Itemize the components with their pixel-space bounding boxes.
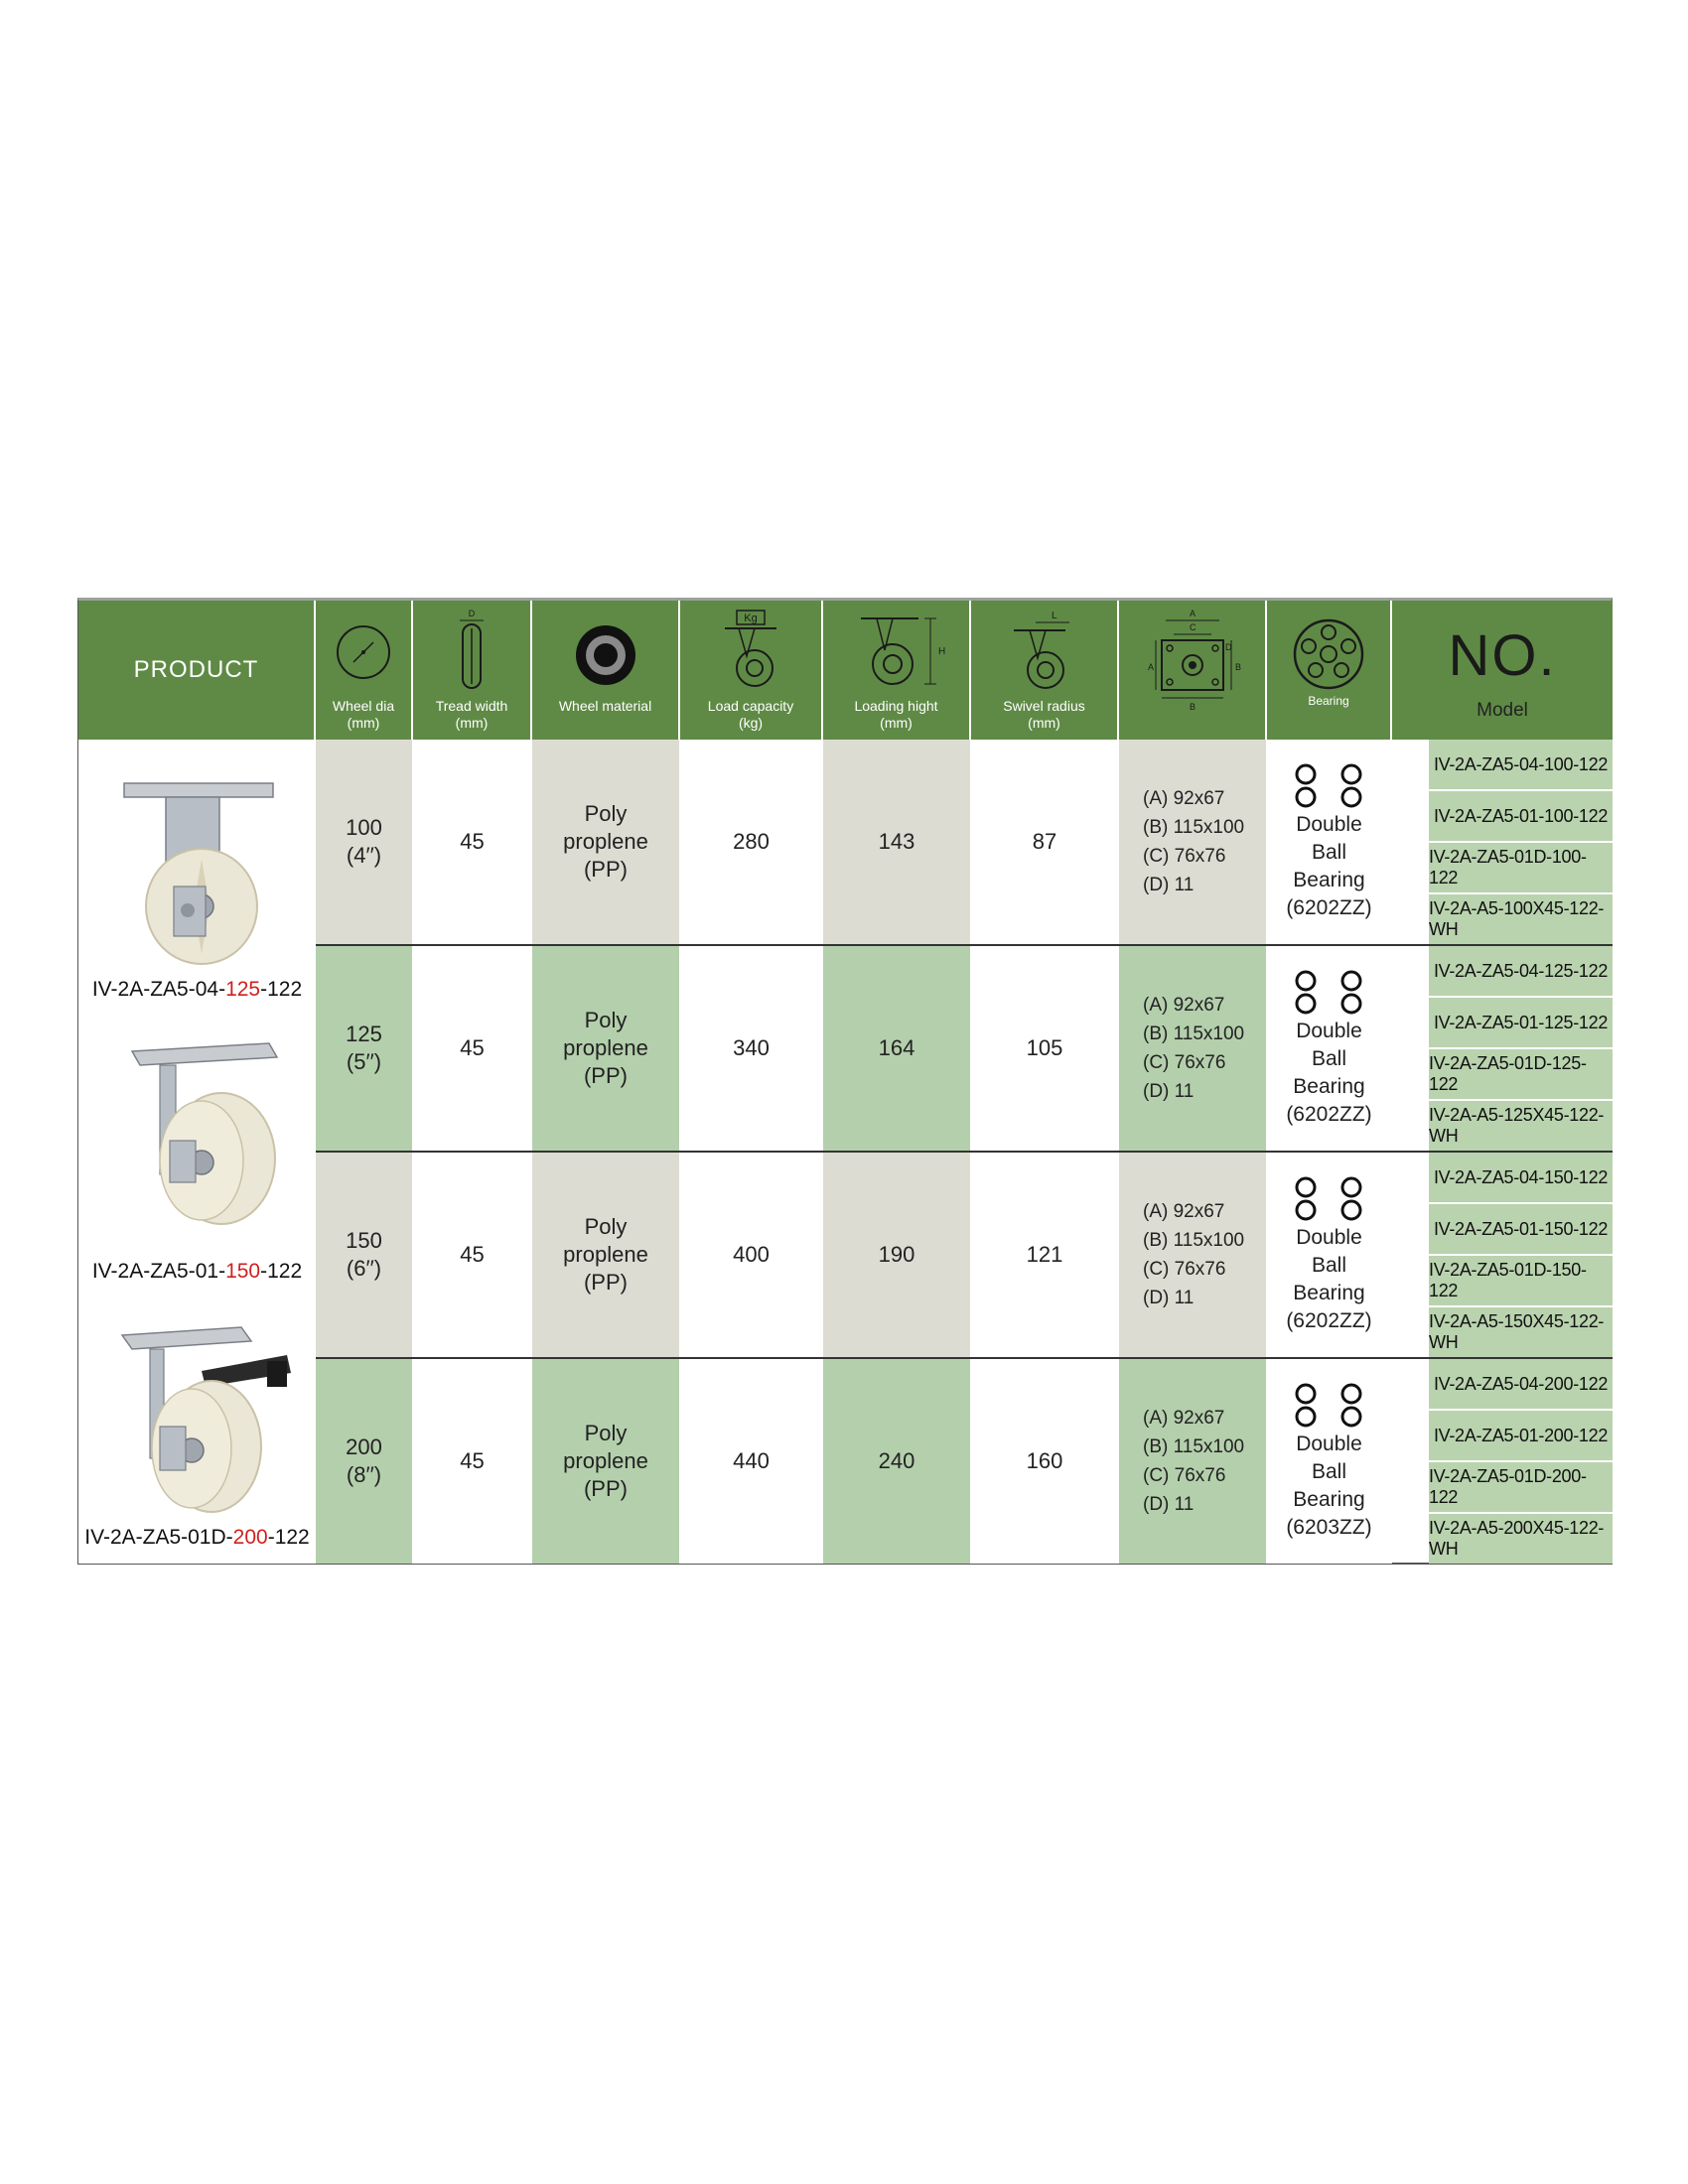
tread-width-cell: 45 — [413, 740, 532, 944]
svg-text:D: D — [468, 609, 476, 618]
swivel-radius-unit: (mm) — [1028, 715, 1060, 731]
wheel-dia-label: Wheel dia — [332, 698, 395, 714]
wheel-material-cell: Poly proplene (PP) — [532, 740, 680, 944]
model-cell: IV-2A-ZA5-01-125-122 — [1429, 998, 1613, 1049]
tread-width-cell: 45 — [413, 1359, 532, 1564]
brake-caster-image — [102, 1321, 301, 1520]
swivel-caster-image — [120, 1037, 289, 1236]
table-row — [316, 1153, 1613, 1359]
svg-text:L: L — [1051, 611, 1057, 621]
load-capacity-icon — [711, 607, 790, 692]
model-cell: IV-2A-ZA5-01-200-122 — [1429, 1411, 1613, 1462]
header-loading-height — [823, 601, 971, 740]
wheel-material-cell: Poly proplene (PP) — [532, 946, 680, 1151]
model-cell: IV-2A-ZA5-01-150-122 — [1429, 1204, 1613, 1256]
swivel-radius-cell: 160 — [971, 1359, 1119, 1564]
load-capacity-cell: 340 — [680, 946, 823, 1151]
swivel-radius-cell: 105 — [971, 946, 1119, 1151]
bearing-cell: Double Ball Bearing (6203ZZ) — [1267, 1359, 1392, 1564]
model-cell: IV-2A-ZA5-01D-150-122 — [1429, 1256, 1613, 1307]
model-cell: IV-2A-ZA5-01D-125-122 — [1429, 1049, 1613, 1101]
header-model — [1392, 601, 1613, 740]
bearing-label: Bearing — [1308, 694, 1349, 708]
top-plate-cell: (A) 92x67 (B) 115x100 (C) 76x76 (D) 11 — [1119, 1359, 1267, 1564]
top-plate-dimension-icon — [1138, 607, 1247, 726]
tread-width-unit: (mm) — [455, 715, 489, 731]
wheel-diameter-icon — [332, 620, 395, 684]
load-capacity-cell: 400 — [680, 1153, 823, 1357]
model-cell: IV-2A-ZA5-04-200-122 — [1429, 1359, 1613, 1411]
bearing-icon — [1289, 614, 1368, 694]
header-product-label: PRODUCT — [133, 656, 259, 683]
loading-height-cell: 164 — [823, 946, 971, 1151]
svg-text:A: A — [1189, 609, 1196, 618]
product-caption-2: IV-2A-ZA5-01-150-122 — [91, 1260, 303, 1283]
swivel-radius-cell: 87 — [971, 740, 1119, 944]
model-cell: IV-2A-ZA5-04-150-122 — [1429, 1153, 1613, 1204]
model-column — [1429, 1359, 1613, 1564]
table-row — [316, 946, 1613, 1153]
fixed-caster-image — [114, 779, 283, 968]
bearing-cell: Double Ball Bearing (6202ZZ) — [1267, 1153, 1392, 1357]
load-capacity-cell: 280 — [680, 740, 823, 944]
wheel-material-label: Wheel material — [558, 698, 652, 714]
tread-width-cell: 45 — [413, 1153, 532, 1357]
swivel-radius-label: Swivel radius — [1003, 698, 1085, 714]
swivel-radius-cell: 121 — [971, 1153, 1119, 1357]
header-wheel-dia — [316, 601, 413, 740]
svg-text:B: B — [1234, 662, 1241, 672]
load-capacity-label: Load capacity — [707, 698, 794, 714]
bearing-cell: Double Ball Bearing (6202ZZ) — [1267, 946, 1392, 1151]
header-bearing — [1267, 601, 1392, 740]
loading-height-cell: 190 — [823, 1153, 971, 1357]
tread-width-icon — [452, 607, 492, 692]
table-body — [78, 740, 1612, 1564]
double-ball-bearing-icon — [1288, 1381, 1371, 1431]
swivel-radius-icon — [1000, 607, 1089, 692]
tread-width-cell: 45 — [413, 946, 532, 1151]
model-cell: IV-2A-A5-100X45-122-WH — [1429, 894, 1613, 944]
model-column — [1429, 740, 1613, 944]
header-product — [78, 601, 316, 740]
wheel-material-icon — [571, 620, 640, 690]
header-wheel-material — [532, 601, 680, 740]
table-row — [316, 1359, 1613, 1564]
model-cell: IV-2A-A5-200X45-122-WH — [1429, 1514, 1613, 1564]
bearing-cell: Double Ball Bearing (6202ZZ) — [1267, 740, 1392, 944]
header-top-plate — [1119, 601, 1267, 740]
product-caption-1: IV-2A-ZA5-04-125-122 — [91, 978, 303, 1001]
load-capacity-unit: (kg) — [738, 715, 764, 731]
model-cell: IV-2A-ZA5-01-100-122 — [1429, 791, 1613, 843]
header-tread-width — [413, 601, 532, 740]
wheel-dia-cell: 150 (6′′) — [316, 1153, 413, 1357]
product-column — [78, 740, 317, 1564]
model-cell: IV-2A-ZA5-04-125-122 — [1429, 946, 1613, 998]
svg-text:H: H — [937, 646, 945, 657]
top-plate-cell: (A) 92x67 (B) 115x100 (C) 76x76 (D) 11 — [1119, 946, 1267, 1151]
table-row — [316, 740, 1613, 946]
model-cell: IV-2A-ZA5-01D-100-122 — [1429, 843, 1613, 894]
double-ball-bearing-icon — [1288, 761, 1371, 811]
header-no: NO. — [1448, 623, 1557, 688]
double-ball-bearing-icon — [1288, 1174, 1371, 1224]
model-cell: IV-2A-ZA5-01D-200-122 — [1429, 1462, 1613, 1514]
svg-text:D: D — [1224, 642, 1231, 652]
load-capacity-cell: 440 — [680, 1359, 823, 1564]
loading-height-label: Loading hight — [854, 698, 938, 714]
product-caption-3: IV-2A-ZA5-01D-200-122 — [84, 1526, 310, 1549]
wheel-dia-cell: 125 (5′′) — [316, 946, 413, 1151]
model-cell: IV-2A-ZA5-04-100-122 — [1429, 740, 1613, 791]
svg-text:B: B — [1189, 702, 1196, 712]
svg-text:C: C — [1189, 622, 1196, 632]
model-column — [1429, 1153, 1613, 1357]
top-plate-cell: (A) 92x67 (B) 115x100 (C) 76x76 (D) 11 — [1119, 1153, 1267, 1357]
wheel-dia-unit: (mm) — [347, 715, 380, 731]
tread-width-label: Tread width — [435, 698, 508, 714]
loading-height-cell: 143 — [823, 740, 971, 944]
top-plate-cell: (A) 92x67 (B) 115x100 (C) 76x76 (D) 11 — [1119, 740, 1267, 944]
wheel-dia-cell: 200 (8′′) — [316, 1359, 413, 1564]
double-ball-bearing-icon — [1288, 968, 1371, 1018]
loading-height-icon — [847, 607, 946, 692]
header-swivel-radius — [971, 601, 1119, 740]
loading-height-cell: 240 — [823, 1359, 971, 1564]
wheel-material-cell: Poly proplene (PP) — [532, 1359, 680, 1564]
header-model-label: Model — [1477, 700, 1528, 721]
wheel-dia-cell: 100 (4′′) — [316, 740, 413, 944]
svg-text:Kg: Kg — [744, 613, 758, 624]
header-row — [78, 601, 1612, 740]
svg-text:A: A — [1147, 662, 1154, 672]
loading-height-unit: (mm) — [880, 715, 913, 731]
wheel-material-cell: Poly proplene (PP) — [532, 1153, 680, 1357]
model-cell: IV-2A-A5-125X45-122-WH — [1429, 1101, 1613, 1151]
header-load-capacity — [680, 601, 823, 740]
model-cell: IV-2A-A5-150X45-122-WH — [1429, 1307, 1613, 1357]
spec-table — [77, 598, 1613, 1565]
model-column — [1429, 946, 1613, 1151]
